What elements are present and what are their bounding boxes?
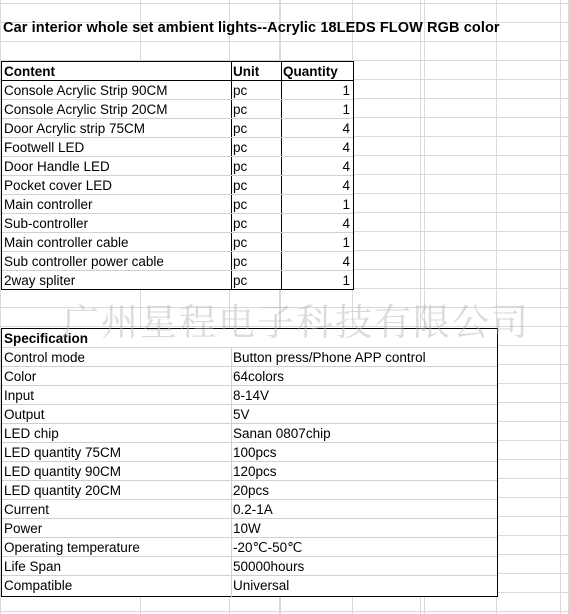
spec-param-cell[interactable]: Current	[4, 502, 50, 517]
spec-value-cell[interactable]: 100pcs	[233, 445, 277, 460]
unit-cell[interactable]: pc	[233, 254, 248, 269]
table-row	[2, 138, 353, 157]
spec-value-cell[interactable]: Sanan 0807chip	[233, 426, 331, 441]
spec-param-cell[interactable]: Life Span	[4, 559, 62, 574]
table-row	[2, 252, 353, 271]
table-row	[2, 119, 353, 138]
unit-cell[interactable]: pc	[233, 178, 248, 193]
quantity-cell[interactable]: 4	[342, 140, 350, 155]
unit-cell[interactable]: pc	[233, 121, 248, 136]
table-row	[2, 100, 353, 119]
spec-value-cell[interactable]: 0.2-1A	[233, 502, 273, 517]
table-row	[2, 500, 497, 519]
spec-param-cell[interactable]: Control mode	[4, 350, 86, 365]
header-content[interactable]: Content	[4, 64, 55, 79]
spec-value-cell[interactable]: 20pcs	[233, 483, 270, 498]
spec-param-cell[interactable]: LED chip	[4, 426, 59, 441]
content-cell[interactable]: Sub-controller	[4, 216, 89, 231]
spec-param-cell[interactable]: Operating temperature	[4, 540, 140, 555]
unit-cell[interactable]: pc	[233, 102, 248, 117]
spec-value-cell[interactable]: Universal	[233, 578, 290, 593]
header-unit[interactable]: Unit	[233, 64, 260, 79]
spec-param-cell[interactable]: Output	[4, 407, 45, 422]
content-table	[1, 61, 354, 290]
table-row	[2, 519, 497, 538]
unit-cell[interactable]: pc	[233, 83, 248, 98]
unit-cell[interactable]: pc	[233, 197, 248, 212]
spec-param-cell[interactable]: LED quantity 75CM	[4, 445, 122, 460]
header-specification[interactable]: Specification	[4, 331, 89, 346]
content-cell[interactable]: Door Acrylic strip 75CM	[4, 121, 146, 136]
spec-value-cell[interactable]: 50000hours	[233, 559, 305, 574]
spec-param-cell[interactable]: Compatible	[4, 578, 73, 593]
table-row	[2, 443, 497, 462]
spec-param-cell[interactable]: Input	[4, 388, 35, 403]
table-row	[2, 214, 353, 233]
content-cell[interactable]: Door Handle LED	[4, 159, 110, 174]
quantity-cell[interactable]: 1	[342, 83, 350, 98]
table-row	[2, 81, 353, 100]
spec-value-cell[interactable]: 10W	[233, 521, 261, 536]
content-cell[interactable]: Console Acrylic Strip 20CM	[4, 102, 168, 117]
spec-param-cell[interactable]: LED quantity 90CM	[4, 464, 122, 479]
spec-param-cell[interactable]: Power	[4, 521, 43, 536]
content-cell[interactable]: 2way spliter	[4, 273, 76, 288]
table-row	[2, 576, 497, 595]
table-row	[2, 424, 497, 443]
specification-table	[1, 328, 498, 597]
unit-cell[interactable]: pc	[233, 273, 248, 288]
table-row	[2, 538, 497, 557]
quantity-cell[interactable]: 1	[342, 102, 350, 117]
quantity-cell[interactable]: 1	[342, 273, 350, 288]
unit-cell[interactable]: pc	[233, 159, 248, 174]
table-row	[2, 233, 353, 252]
sheet-title: Car interior whole set ambient lights--Acrylic 18LEDS FLOW RGB color	[3, 20, 500, 36]
content-header-row	[2, 62, 353, 81]
content-cell[interactable]: Console Acrylic Strip 90CM	[4, 83, 168, 98]
header-quantity[interactable]: Quantity	[283, 64, 338, 79]
unit-cell[interactable]: pc	[233, 140, 248, 155]
table-row	[2, 195, 353, 214]
content-cell[interactable]: Pocket cover LED	[4, 178, 113, 193]
quantity-cell[interactable]: 4	[342, 216, 350, 231]
table-row	[2, 405, 497, 424]
table-row	[2, 271, 353, 290]
table-row	[2, 481, 497, 500]
content-cell[interactable]: Sub controller power cable	[4, 254, 164, 269]
spec-value-cell[interactable]: 64colors	[233, 369, 285, 384]
spec-value-cell[interactable]: 5V	[233, 407, 250, 422]
table-row	[2, 348, 497, 367]
table-row	[2, 386, 497, 405]
content-cell[interactable]: Main controller	[4, 197, 93, 212]
spec-param-cell[interactable]: LED quantity 20CM	[4, 483, 122, 498]
specification-header-row	[2, 329, 497, 348]
spec-value-cell[interactable]: 120pcs	[233, 464, 277, 479]
table-row	[2, 367, 497, 386]
spec-param-cell[interactable]: Color	[4, 369, 37, 384]
table-row	[2, 157, 353, 176]
content-cell[interactable]: Main controller cable	[4, 235, 129, 250]
content-cell[interactable]: Footwell LED	[4, 140, 85, 155]
company-watermark: 广州星程电子科技有限公司	[62, 301, 530, 344]
quantity-cell[interactable]: 1	[342, 197, 350, 212]
unit-cell[interactable]: pc	[233, 235, 248, 250]
table-row	[2, 557, 497, 576]
spec-value-cell[interactable]: Button press/Phone APP control	[233, 350, 426, 365]
spec-value-cell[interactable]: -20℃-50℃	[233, 540, 303, 555]
table-row	[2, 176, 353, 195]
table-row	[2, 462, 497, 481]
quantity-cell[interactable]: 1	[342, 235, 350, 250]
quantity-cell[interactable]: 4	[342, 178, 350, 193]
quantity-cell[interactable]: 4	[342, 254, 350, 269]
unit-cell[interactable]: pc	[233, 216, 248, 231]
quantity-cell[interactable]: 4	[342, 121, 350, 136]
spec-value-cell[interactable]: 8-14V	[233, 388, 270, 403]
quantity-cell[interactable]: 4	[342, 159, 350, 174]
